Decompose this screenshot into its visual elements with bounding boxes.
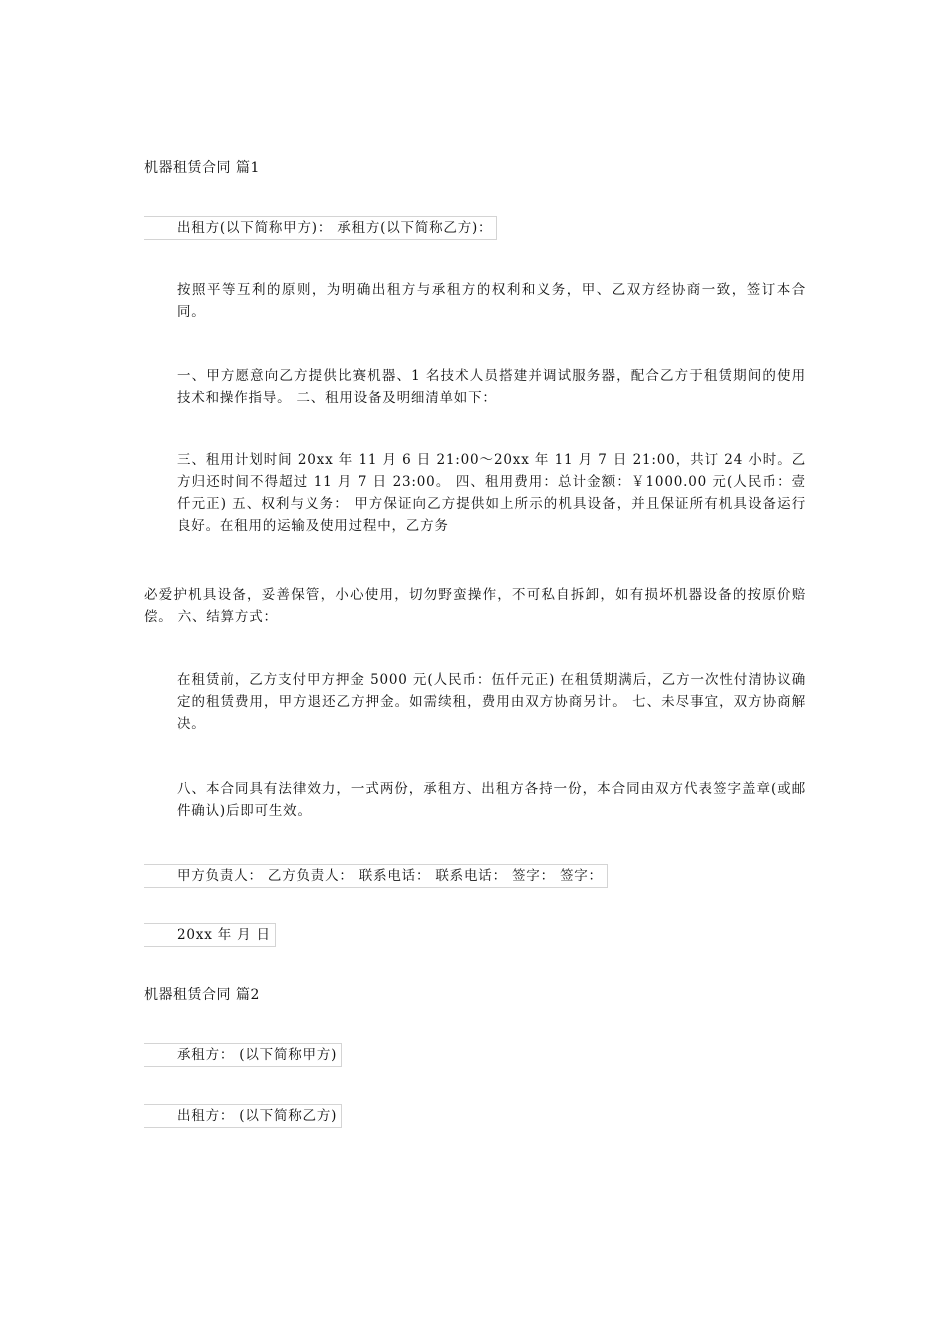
contract-title-2: 机器租赁合同 篇2 bbox=[144, 987, 260, 1003]
parties-line-1 bbox=[144, 216, 497, 240]
clause-three-five bbox=[144, 449, 806, 537]
clause-five-six bbox=[144, 584, 806, 628]
contract-title-1: 机器租赁合同 篇1 bbox=[144, 160, 260, 176]
clause-one-two bbox=[144, 365, 806, 409]
signature-line bbox=[144, 864, 608, 888]
lessee-text: 承租方： (以下简称甲方) bbox=[144, 1043, 342, 1067]
clause-eight-text: 八、本合同具有法律效力，一式两份，承租方、出租方各持一份，本合同由双方代表签字盖章(或邮件确认)后即可生效。 bbox=[177, 781, 806, 819]
lessor-line-2 bbox=[144, 1104, 342, 1128]
clause-one-two-text: 一、甲方愿意向乙方提供比赛机器、1 名技术人员搭建并调试服务器，配合乙方于租赁期间的使用技术和操作指导。 二、租用设备及明细清单如下： bbox=[177, 368, 806, 406]
clause-preamble bbox=[144, 279, 806, 323]
settlement-text: 在租赁前，乙方支付甲方押金 5000 元(人民币：伍仟元正) 在租赁期满后，乙方一次性付清协议确定的租赁费用，甲方退还乙方押金。如需续租，费用由双方协商另计。 七、未尽事宜，双方协商解决。 bbox=[177, 672, 806, 732]
lessor-text: 出租方： (以下简称乙方) bbox=[144, 1104, 342, 1128]
date-line bbox=[144, 923, 276, 947]
clause-eight bbox=[144, 778, 806, 822]
parties-text: 出租方(以下简称甲方)： 承租方(以下简称乙方)： bbox=[144, 216, 497, 240]
clause-five-six-text: 必爱护机具设备，妥善保管，小心使用，切勿野蛮操作，不可私自拆卸，如有损坏机器设备的按原价赔偿。 六、结算方式： bbox=[144, 587, 806, 625]
lessee-line-2 bbox=[144, 1043, 342, 1067]
preamble-text: 按照平等互利的原则，为明确出租方与承租方的权利和义务，甲、乙双方经协商一致，签订本合同。 bbox=[177, 282, 806, 320]
clause-settlement bbox=[144, 669, 806, 735]
clause-three-five-text: 三、租用计划时间 20xx 年 11 月 6 日 21:00～20xx 年 11 月 7 日 21:00，共订 24 小时。乙方归还时间不得超过 11 月 7 日 23:00。 四、租用费用：总计金额：￥1000.00 元(人民币：壹仟元正) 五、权利与义务： 甲方保证向乙方提供如上所示的机具设备，并且保证所有机具设备运行良好。在租用的运输及使用过程中，乙方务 bbox=[177, 452, 806, 534]
signature-text: 甲方负责人： 乙方负责人： 联系电话： 联系电话： 签字： 签字： bbox=[144, 864, 608, 888]
date-text: 20xx 年 月 日 bbox=[144, 923, 276, 947]
